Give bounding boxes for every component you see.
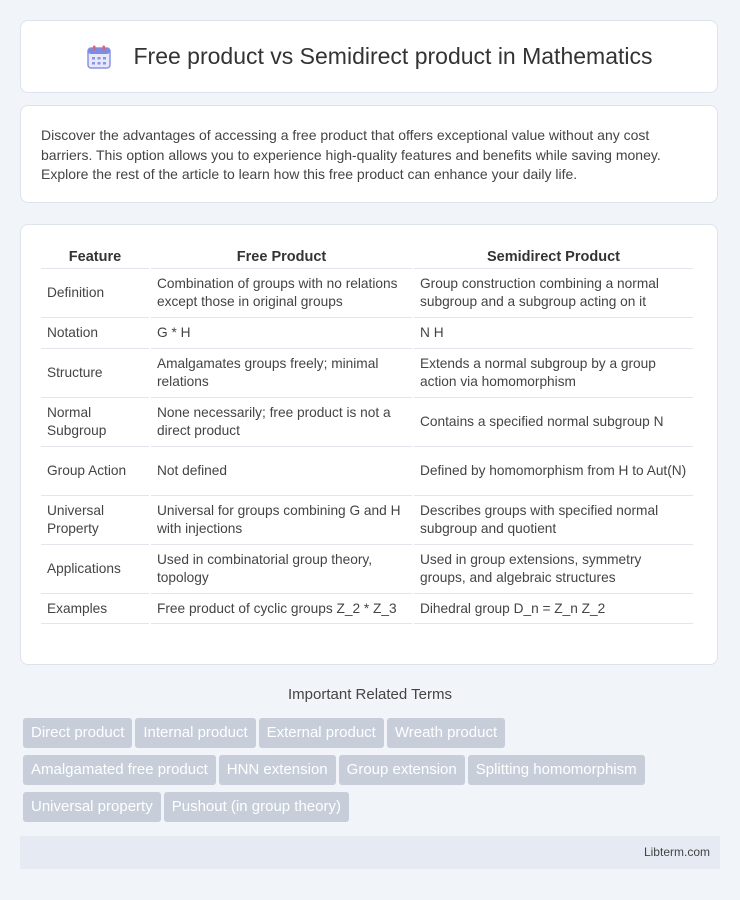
semidirect-product-cell: Contains a specified normal subgroup N — [414, 397, 693, 446]
feature-cell: Group Action — [41, 446, 149, 495]
calendar-icon — [86, 44, 112, 70]
table-header-row — [41, 243, 693, 268]
related-term-tag[interactable]: Amalgamated free product — [23, 755, 216, 785]
free-product-cell: Universal for groups combining G and H with injections — [151, 495, 412, 544]
feature-cell: Normal Subgroup — [41, 397, 149, 446]
feature-cell: Definition — [41, 268, 149, 317]
page-title: Free product vs Semidirect product in Mathematics — [133, 43, 653, 69]
semidirect-product-cell: Defined by homomorphism from H to Aut(N) — [414, 446, 693, 495]
free-product-cell: Combination of groups with no relations except those in original groups — [151, 268, 412, 317]
table-row — [41, 446, 693, 495]
semidirect-product-cell: Describes groups with specified normal subgroup and quotient — [414, 495, 693, 544]
feature-cell: Notation — [41, 317, 149, 348]
semidirect-product-cell: Used in group extensions, symmetry groups, and algebraic structures — [414, 544, 693, 593]
feature-cell: Structure — [41, 348, 149, 397]
semidirect-product-cell: Extends a normal subgroup by a group action via homomorphism — [414, 348, 693, 397]
related-term-tag[interactable]: Group extension — [339, 755, 465, 785]
table-row — [41, 268, 693, 317]
free-product-cell: Free product of cyclic groups Z_2 * Z_3 — [151, 593, 412, 624]
related-term-tag[interactable]: Splitting homomorphism — [468, 755, 645, 785]
header-free-product: Free Product — [236, 249, 327, 265]
related-terms-list — [23, 718, 723, 829]
header-semidirect-product: Semidirect Product — [487, 249, 620, 265]
free-product-cell: Amalgamates groups freely; minimal relations — [151, 348, 412, 397]
related-term-tag[interactable]: External product — [259, 718, 384, 748]
semidirect-product-cell: Dihedral group D_n = Z_n Z_2 — [414, 593, 693, 624]
semidirect-product-cell: N H — [414, 317, 693, 348]
footer — [20, 836, 720, 869]
intro-card — [20, 105, 718, 203]
free-product-cell: None necessarily; free product is not a direct product — [151, 397, 412, 446]
table-row — [41, 348, 693, 397]
related-term-tag[interactable]: HNN extension — [219, 755, 336, 785]
comparison-table — [39, 243, 695, 624]
intro-text: Discover the advantages of accessing a free product that offers exceptional value without any cost barriers. This option allows you to experience high-quality features and benefits while saving money. Explore the rest of the article to learn how this free product can enhance your daily life. — [41, 127, 661, 182]
table-row — [41, 317, 693, 348]
free-product-cell: Used in combinatorial group theory, topology — [151, 544, 412, 593]
table-row — [41, 593, 693, 624]
feature-cell: Examples — [41, 593, 149, 624]
feature-cell: Universal Property — [41, 495, 149, 544]
table-row — [41, 495, 693, 544]
table-row — [41, 397, 693, 446]
related-terms-title: Important Related Terms — [288, 686, 452, 703]
free-product-cell: G * H — [151, 317, 412, 348]
footer-site-link[interactable]: Libterm.com — [643, 845, 710, 859]
related-term-tag[interactable]: Wreath product — [387, 718, 505, 748]
header-feature: Feature — [68, 249, 122, 265]
feature-cell: Applications — [41, 544, 149, 593]
table-row — [41, 544, 693, 593]
related-term-tag[interactable]: Universal property — [23, 792, 161, 822]
related-term-tag[interactable]: Direct product — [23, 718, 132, 748]
related-term-tag[interactable]: Internal product — [135, 718, 255, 748]
free-product-cell: Not defined — [151, 446, 412, 495]
related-term-tag[interactable]: Pushout (in group theory) — [164, 792, 349, 822]
title-card — [20, 20, 718, 93]
semidirect-product-cell: Group construction combining a normal subgroup and a subgroup acting on it — [414, 268, 693, 317]
comparison-table-card — [20, 224, 718, 665]
